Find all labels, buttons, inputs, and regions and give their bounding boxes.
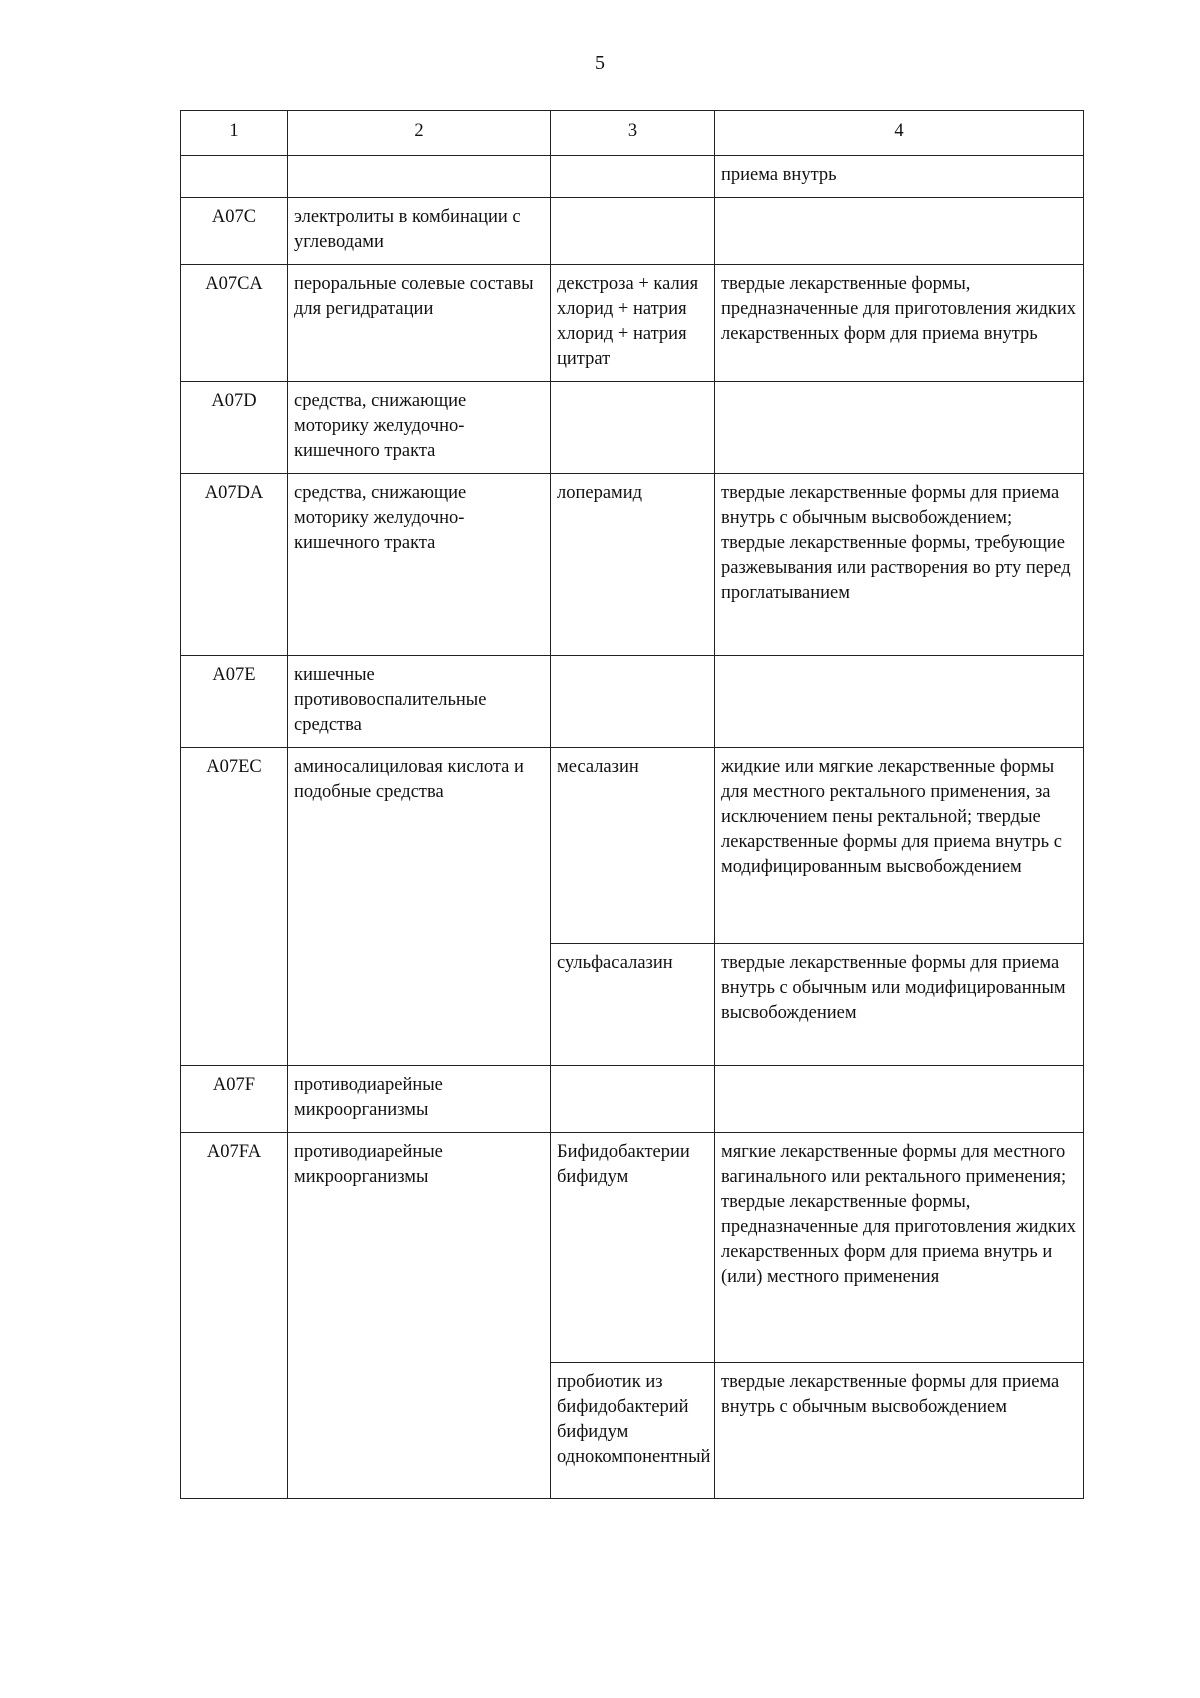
group-cell: средства, снижающие моторику желудочно-кишечного тракта — [288, 382, 551, 474]
group-cell: противодиарейные микроорганизмы — [288, 1133, 551, 1499]
column-header: 2 — [288, 111, 551, 156]
dosage-form-cell — [715, 382, 1084, 474]
drug-cell — [551, 1066, 715, 1133]
dosage-form-cell: мягкие лекарственные формы для местного вагинального или ректального применения; твердые лекарственные формы, предназначенные для приготовления жидких лекарственных форм для приема внутрь и (или) местного применения — [715, 1133, 1084, 1363]
drug-cell — [551, 656, 715, 748]
atc-code-cell: A07F — [181, 1066, 288, 1133]
drug-cell: месалазин — [551, 748, 715, 944]
dosage-form-cell: приема внутрь — [715, 156, 1084, 198]
dosage-form-cell: твердые лекарственные формы для приема внутрь с обычным высвобождением; твердые лекарственные формы, требующие разжевывания или растворения во рту перед проглатыванием — [715, 474, 1084, 656]
table-header-row — [181, 111, 1084, 156]
dosage-form-cell: твердые лекарственные формы для приема внутрь с обычным высвобождением — [715, 1363, 1084, 1499]
table-row — [181, 748, 1084, 944]
group-cell: кишечные противовоспалительные средства — [288, 656, 551, 748]
drug-cell: Бифидобактерии бифидум — [551, 1133, 715, 1363]
atc-code-cell: A07D — [181, 382, 288, 474]
atc-code-cell — [181, 156, 288, 198]
group-cell: пероральные солевые составы для регидратации — [288, 265, 551, 382]
table-row — [181, 1066, 1084, 1133]
drug-cell — [551, 198, 715, 265]
drug-cell: пробиотик из бифидобактерий бифидум однокомпонентный — [551, 1363, 715, 1499]
drug-cell: сульфасалазин — [551, 944, 715, 1066]
dosage-form-cell: твердые лекарственные формы, предназначенные для приготовления жидких лекарственных форм для приема внутрь — [715, 265, 1084, 382]
table-row — [181, 198, 1084, 265]
atc-code-cell: A07FA — [181, 1133, 288, 1499]
table-row — [181, 474, 1084, 656]
group-cell — [288, 156, 551, 198]
table-row — [181, 656, 1084, 748]
table-row — [181, 156, 1084, 198]
atc-code-cell: A07EC — [181, 748, 288, 1066]
drug-table — [180, 110, 1084, 1499]
drug-cell — [551, 156, 715, 198]
dosage-form-cell — [715, 656, 1084, 748]
atc-code-cell: A07CA — [181, 265, 288, 382]
column-header: 1 — [181, 111, 288, 156]
table-row — [181, 265, 1084, 382]
atc-code-cell: A07E — [181, 656, 288, 748]
dosage-form-cell: твердые лекарственные формы для приема внутрь с обычным или модифицированным высвобождением — [715, 944, 1084, 1066]
column-header: 4 — [715, 111, 1084, 156]
drug-cell — [551, 382, 715, 474]
page-number: 5 — [595, 52, 605, 74]
drug-cell: декстроза + калия хлорид + натрия хлорид + натрия цитрат — [551, 265, 715, 382]
column-header: 3 — [551, 111, 715, 156]
drug-cell: лоперамид — [551, 474, 715, 656]
dosage-form-cell — [715, 198, 1084, 265]
group-cell: электролиты в комбинации с углеводами — [288, 198, 551, 265]
group-cell: противодиарейные микроорганизмы — [288, 1066, 551, 1133]
table-row — [181, 1133, 1084, 1363]
group-cell: средства, снижающие моторику желудочно-кишечного тракта — [288, 474, 551, 656]
dosage-form-cell: жидкие или мягкие лекарственные формы для местного ректального применения, за исключением пены ректальной; твердые лекарственные формы для приема внутрь с модифицированным высвобождением — [715, 748, 1084, 944]
dosage-form-cell — [715, 1066, 1084, 1133]
table-row — [181, 382, 1084, 474]
group-cell: аминосалициловая кислота и подобные средства — [288, 748, 551, 1066]
atc-code-cell: A07C — [181, 198, 288, 265]
atc-code-cell: A07DA — [181, 474, 288, 656]
